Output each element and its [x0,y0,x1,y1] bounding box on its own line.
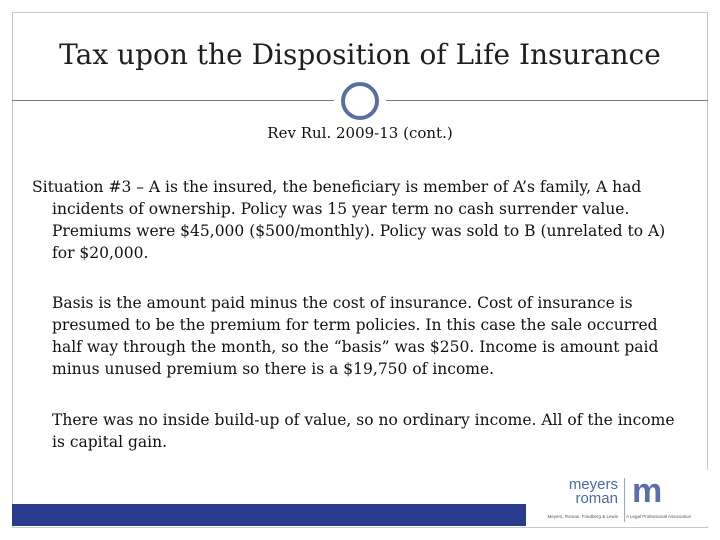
paragraph-basis: Basis is the amount paid minus the cost of insurance. Cost of insurance is presumed to be the premium for term policies. In this case the sale occurred half way through the month, so the “basis” was $250. Income is amount paid minus unused premium so there is a $19,750 of income. [52,294,659,378]
paragraph-situation [32,176,692,264]
logo-wordmark [554,478,618,506]
paragraph-situation-text: Situation #3 – A is the insured, the beneficiary is member of A’s family, A had incidents of ownership. Policy was 15 year term no cash surrender value. Premiums were $45,000 ($500/monthly). Policy was sold to B (unrelated to A) for $20,000. [32,178,666,262]
logo-line-2: roman [575,490,618,507]
footer-bar [12,504,526,526]
title-rule-right [386,100,708,101]
firm-logo [528,470,708,526]
logo-tagline-right: A Legal Professional Association [626,514,692,519]
slide-subtitle: Rev Rul. 2009-13 (cont.) [267,124,453,142]
logo-line-1: meyers [568,476,618,493]
logo-tagline-left: Meyers, Roman, Friedberg & Lewis [547,514,618,519]
circle-ornament-icon [341,82,379,120]
logo-mark-icon: m [632,472,661,510]
title-rule-left [12,100,334,101]
logo-divider [624,478,625,522]
paragraph-capital-gain: There was no inside build-up of value, so no ordinary income. All of the income is capital gain. [52,411,675,451]
slide-title: Tax upon the Disposition of Life Insurance [59,38,661,71]
